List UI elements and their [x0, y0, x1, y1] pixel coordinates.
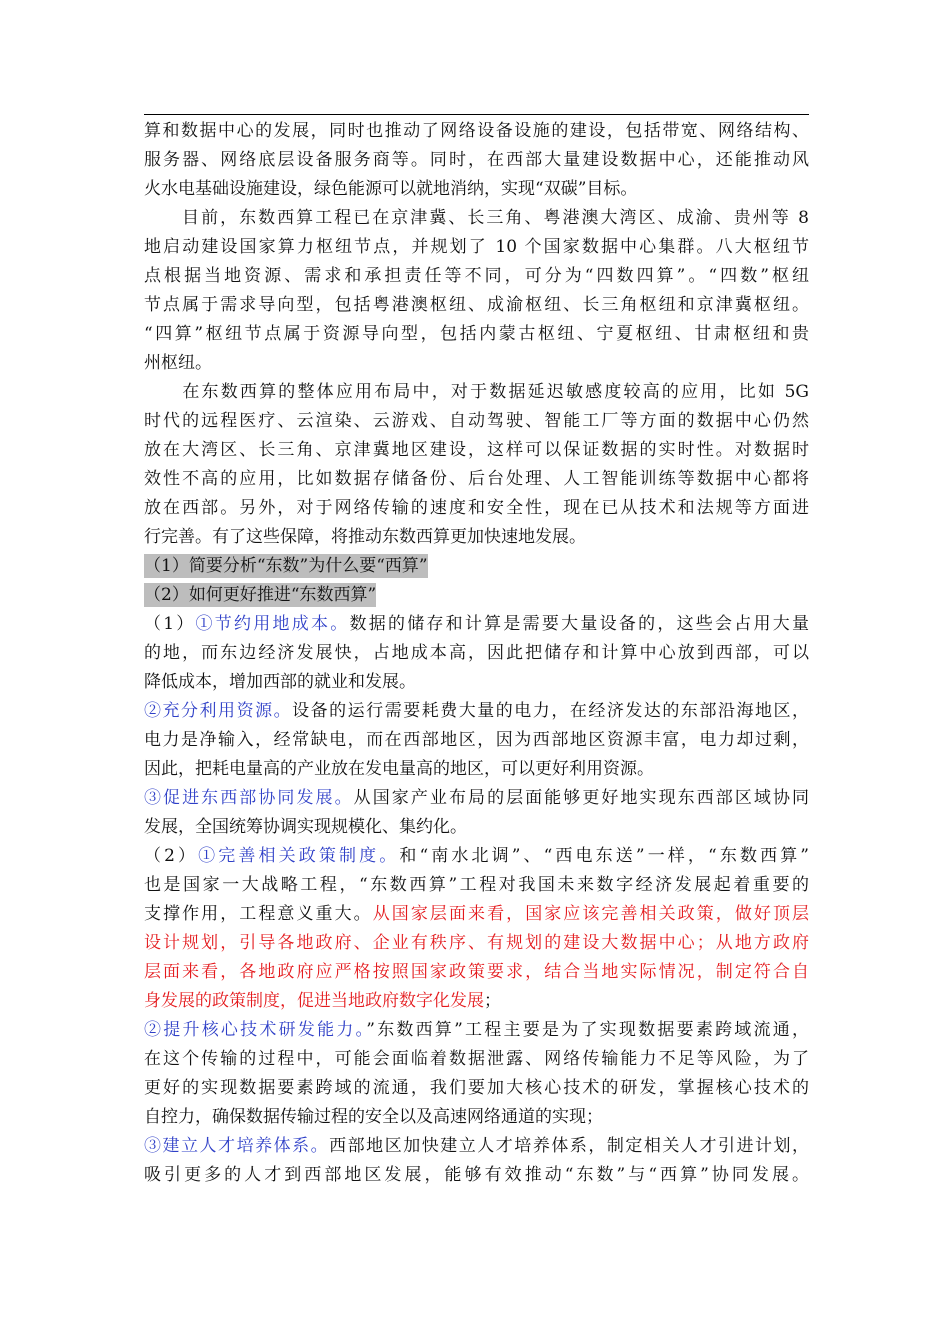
question-highlight: （1）简要分析“东数”为什么要“西算” [144, 556, 428, 576]
text-line [144, 291, 809, 320]
text-segment: ”东数西算”工程主要是为了实现数据要素跨域流通， [366, 1020, 809, 1040]
text-line [144, 697, 809, 726]
text-segment: 放在西部。另外，对于网络传输的速度和安全性，现在已从技术和法规等方面进 [144, 498, 809, 518]
text-segment: 放在大湾区、长三角、京津冀地区建设，这样可以保证数据的实时性。对数据时 [144, 440, 809, 460]
text-line [144, 1045, 809, 1074]
text-line [144, 320, 809, 349]
heading-phrase: ②提升核心技术研发能力。 [144, 1020, 367, 1040]
text-line [144, 233, 809, 262]
text-line [144, 465, 809, 494]
heading-phrase: ③建立人才培养体系。 [144, 1136, 330, 1156]
text-segment: 数据的储存和计算是需要大量设备的，这些会占用大量 [349, 614, 810, 634]
text-segment: 在东数西算的整体应用布局中，对于数据延迟敏感度较高的应用，比如 5G [144, 382, 809, 402]
text-line [144, 784, 809, 813]
text-line [144, 378, 809, 407]
text-line [144, 929, 809, 958]
heading-phrase: ①完善相关政策制度。 [198, 846, 400, 866]
text-segment: 支撑作用，工程意义重大。 [144, 904, 373, 924]
text-line [144, 1103, 809, 1132]
text-segment: 火水电基础设施建设，绿色能源可以就地消纳，实现“双碳”目标。 [144, 179, 638, 199]
document-page [144, 114, 809, 1190]
text-segment: 节点属于需求导向型，包括粤港澳枢纽、成渝枢纽、长三角枢纽和京津冀枢纽。 [144, 295, 809, 315]
text-line [144, 755, 809, 784]
text-line [144, 639, 809, 668]
text-line [144, 117, 809, 146]
text-segment: 设备的运行需要耗费大量的电力，在经济发达的东部沿海地区， [292, 701, 810, 721]
text-line [144, 407, 809, 436]
text-segment: 更好的实现数据要素跨域的流通，我们要加大核心技术的研发，掌握核心技术的 [144, 1078, 809, 1098]
text-segment: 也是国家一大战略工程，“东数西算”工程对我国未来数字经济发展起着重要的 [144, 875, 809, 895]
text-line [144, 262, 809, 291]
text-segment: 从国家产业布局的层面能够更好地实现东西部区域协同 [353, 788, 810, 808]
text-segment: 吸引更多的人才到西部地区发展，能够有效推动“东数”与“西算”协同发展。 [144, 1165, 809, 1185]
text-segment: 自控力，确保数据传输过程的安全以及高速网络通道的实现； [144, 1107, 603, 1127]
text-line [144, 726, 809, 755]
text-segment: 降低成本，增加西部的就业和发展。 [144, 672, 416, 692]
emphasis-phrase: 身发展的政策制度，促进当地政府数字化发展 [144, 991, 484, 1011]
text-segment: （2） [144, 846, 199, 866]
text-segment: ； [484, 991, 501, 1011]
text-line [144, 871, 809, 900]
text-segment: “四算”枢纽节点属于资源导向型，包括内蒙古枢纽、宁夏枢纽、甘肃枢纽和贵 [144, 324, 809, 344]
header-rule [144, 114, 809, 115]
text-segment: 和“南水北调”、“西电东送”一样，“东数西算” [399, 846, 809, 866]
text-line [144, 958, 809, 987]
text-line [144, 813, 809, 842]
text-segment: （1） [144, 614, 196, 634]
text-segment: 的地，而东边经济发展快，占地成本高，因此把储存和计算中心放到西部，可以 [144, 643, 809, 663]
text-segment: 服务器、网络底层设备服务商等。同时，在西部大量建设数据中心，还能推动风 [144, 150, 809, 170]
heading-phrase: ①节约用地成本。 [195, 614, 350, 634]
emphasis-phrase: 从国家层面来看，国家应该完善相关政策，做好顶层 [372, 904, 810, 924]
text-segment: 时代的远程医疗、云渲染、云游戏、自动驾驶、智能工厂等方面的数据中心仍然 [144, 411, 809, 431]
heading-phrase: ②充分利用资源。 [144, 701, 293, 721]
text-line [144, 175, 809, 204]
text-segment: 点根据当地资源、需求和承担责任等不同，可分为“四数四算”。“四数”枢纽 [144, 266, 809, 286]
text-segment: 州枢纽。 [144, 353, 212, 373]
text-segment: 因此，把耗电量高的产业放在发电量高的地区，可以更好利用资源。 [144, 759, 654, 779]
emphasis-phrase: 层面来看，各地政府应严格按照国家政策要求，结合当地实际情况，制定符合自 [144, 962, 809, 982]
text-line [144, 523, 809, 552]
question-highlight: （2）如何更好推进“东数西算” [144, 585, 377, 605]
text-segment: 在这个传输的过程中，可能会面临着数据泄露、网络传输能力不足等风险，为了 [144, 1049, 809, 1069]
heading-phrase: ③促进东西部协同发展。 [144, 788, 354, 808]
question-line [144, 552, 809, 581]
text-line [144, 1132, 809, 1161]
text-segment: 行完善。有了这些保障，将推动东数西算更加快速地发展。 [144, 527, 586, 547]
text-line [144, 842, 809, 871]
text-line [144, 987, 809, 1016]
text-line [144, 900, 809, 929]
text-line [144, 494, 809, 523]
text-segment: 地启动建设国家算力枢纽节点，并规划了 10 个国家数据中心集群。八大枢纽节 [144, 237, 809, 257]
text-line [144, 1016, 809, 1045]
document-body [144, 117, 809, 1190]
text-line [144, 146, 809, 175]
text-segment: 发展，全国统筹协调实现规模化、集约化。 [144, 817, 467, 837]
text-segment: 目前，东数西算工程已在京津冀、长三角、粤港澳大湾区、成渝、贵州等 8 [144, 208, 809, 228]
text-line [144, 204, 809, 233]
text-line [144, 436, 809, 465]
question-line [144, 581, 809, 610]
text-segment: 电力是净输入，经常缺电，而在西部地区，因为西部地区资源丰富，电力却过剩， [144, 730, 809, 750]
text-line [144, 610, 809, 639]
text-segment: 算和数据中心的发展，同时也推动了网络设备设施的建设，包括带宽、网络结构、 [144, 121, 809, 141]
text-segment: 西部地区加快建立人才培养体系，制定相关人才引进计划， [329, 1136, 810, 1156]
text-line [144, 668, 809, 697]
text-segment: 效性不高的应用，比如数据存储备份、后台处理、人工智能训练等数据中心都将 [144, 469, 809, 489]
emphasis-phrase: 设计规划，引导各地政府、企业有秩序、有规划的建设大数据中心；从地方政府 [144, 933, 809, 953]
text-line [144, 1161, 809, 1190]
text-line [144, 1074, 809, 1103]
text-line [144, 349, 809, 378]
